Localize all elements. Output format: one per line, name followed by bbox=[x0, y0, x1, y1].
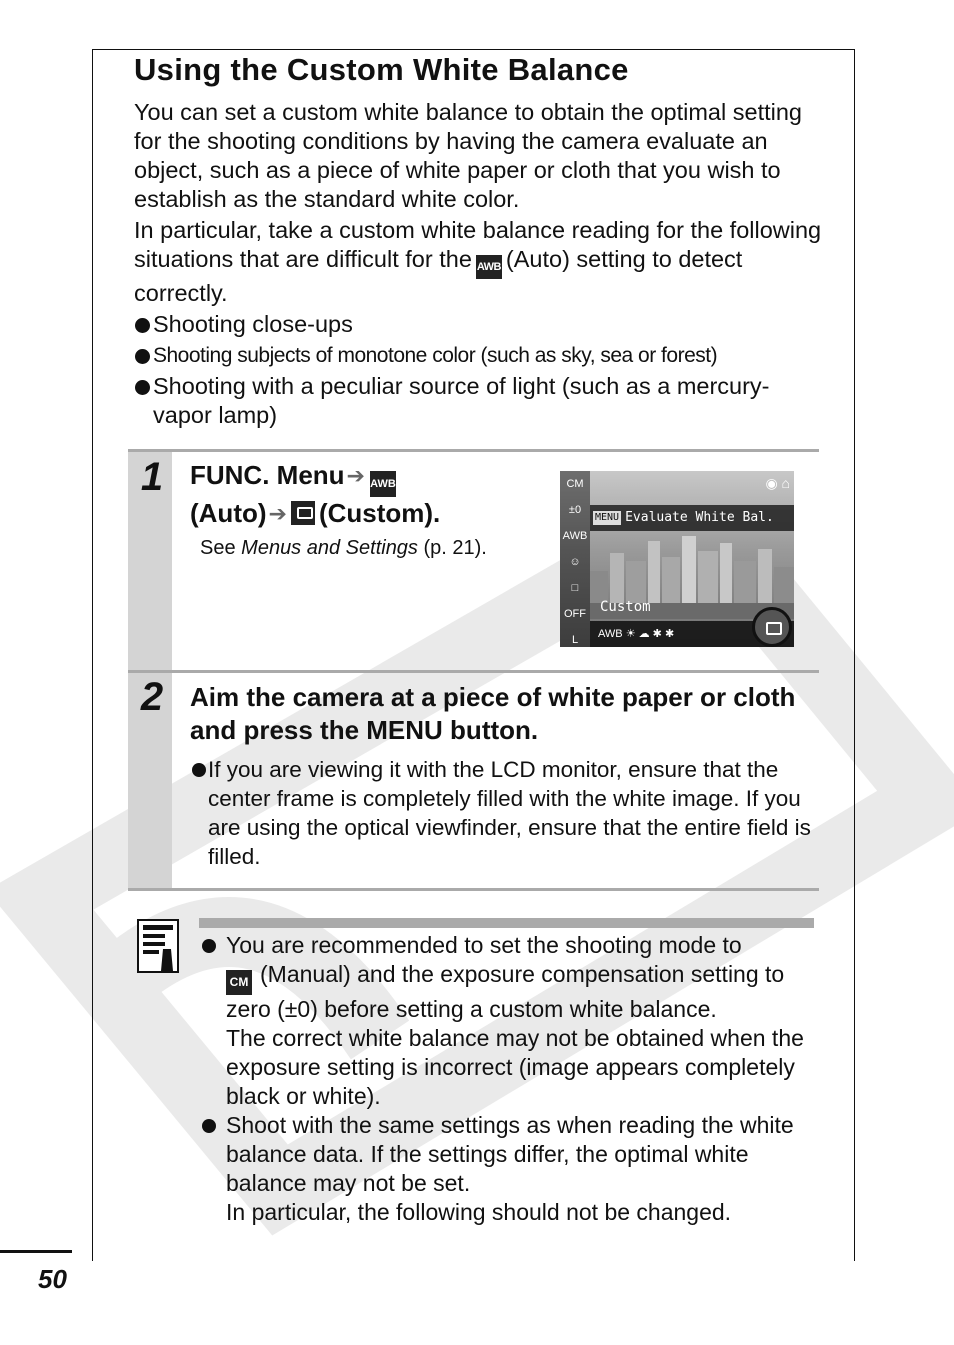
page-title: Using the Custom White Balance bbox=[134, 52, 629, 87]
step-2-number: 2 bbox=[140, 675, 164, 719]
camera-screen-image bbox=[560, 471, 794, 647]
frame-right-line bbox=[854, 49, 855, 1261]
cam-size-label: L bbox=[571, 634, 579, 646]
cam-exposure-label: ±0 bbox=[568, 504, 582, 516]
step-1-reference bbox=[200, 537, 487, 560]
step-1-number: 1 bbox=[140, 455, 164, 499]
awb-icon: AWB bbox=[370, 471, 396, 497]
intro-section bbox=[134, 98, 824, 432]
ref-title: Menus and Settings bbox=[241, 537, 418, 559]
auto-text: (Auto) bbox=[190, 498, 267, 528]
frame-top-line bbox=[92, 49, 855, 50]
note-bar bbox=[199, 918, 814, 928]
cam-wb-label: AWB bbox=[562, 530, 588, 542]
custom-text: (Custom). bbox=[318, 498, 441, 528]
cam-mode-label: CM bbox=[566, 478, 584, 490]
step-divider bbox=[128, 449, 819, 452]
custom-wb-icon bbox=[291, 501, 315, 525]
cam-flash-label: OFF bbox=[564, 608, 586, 620]
note-1-text-end: (Manual) and the exposure compensation setting to zero (±0) before setting a custom white balance. bbox=[226, 961, 785, 1022]
note-1-text-start: You are recommended to set the shooting mode to bbox=[226, 932, 742, 958]
ref-see: See bbox=[200, 537, 236, 559]
note-2-paragraph-1: Shoot with the same settings as when reading the white balance data. If the settings differ, the optimal white balance may not be set. bbox=[226, 1112, 794, 1196]
list-item: Shooting subjects of monotone color (such as sky, sea or forest) bbox=[134, 341, 824, 370]
step-2-heading: Aim the camera at a piece of white paper or cloth and press the MENU button. bbox=[190, 682, 796, 745]
camera-custom-label: Custom bbox=[600, 599, 651, 615]
note-2-paragraph-2: In particular, the following should not be changed. bbox=[226, 1199, 732, 1225]
manual-mode-icon: CM bbox=[226, 970, 252, 995]
note-item-2 bbox=[198, 1111, 818, 1227]
page-number-rule bbox=[0, 1250, 72, 1253]
cam-drive-label: □ bbox=[571, 582, 579, 594]
menu-tag: MENU bbox=[595, 512, 620, 523]
awb-icon: AWB bbox=[476, 255, 502, 279]
note-1-paragraph-2: The correct white balance may not be obtained when the exposure setting is incorrect (image appears completely black or white). bbox=[226, 1025, 804, 1109]
situations-list bbox=[134, 310, 824, 430]
intro-paragraph-2 bbox=[134, 216, 824, 308]
func-menu-text: FUNC. Menu bbox=[190, 460, 345, 490]
custom-wb-selected-icon bbox=[752, 607, 792, 647]
camera-wb-bar: AWB ☀ ☁ ✱ ✱ bbox=[590, 621, 794, 647]
list-item: Shooting close-ups bbox=[134, 310, 824, 339]
step-1-heading bbox=[190, 459, 530, 530]
list-item: Shooting with a peculiar source of light (such as a mercury-vapor lamp) bbox=[134, 372, 824, 430]
arrow-right-icon: ➔ bbox=[268, 501, 287, 526]
step-divider bbox=[128, 888, 819, 891]
arrow-right-icon: ➔ bbox=[346, 463, 365, 488]
cam-mycolors-label: ☺ bbox=[569, 556, 581, 568]
note-1-paragraph-1 bbox=[226, 931, 818, 1024]
page-number: 50 bbox=[38, 1264, 67, 1294]
steps-section bbox=[128, 449, 819, 891]
camera-left-panel bbox=[560, 471, 590, 647]
intro-p2-start: In particular, take a custom white balance reading for the following situations that are difficult for the bbox=[134, 217, 822, 272]
camera-status-icons: ◉ ⌂ bbox=[765, 475, 790, 491]
intro-p2-end: (Auto) setting to detect correctly. bbox=[134, 246, 743, 306]
intro-paragraph-1: You can set a custom white balance to obtain the optimal setting for the shooting conditions by having the camera evaluate an object, such as a piece of white paper or cloth that you wish to establish as the standard white color. bbox=[134, 99, 802, 212]
step-divider bbox=[128, 670, 819, 673]
menu-text: Evaluate White Bal. bbox=[625, 510, 774, 525]
step-2-bullet: If you are viewing it with the LCD monitor, ensure that the center frame is completely filled with the white image. If you are using the optical viewfinder, ensure that the entire field is filled. bbox=[190, 755, 830, 871]
camera-menu-bar bbox=[590, 505, 794, 531]
frame-left-line bbox=[92, 49, 93, 1261]
ref-page: (p. 21). bbox=[423, 537, 487, 559]
notes-section bbox=[198, 931, 818, 1227]
note-item-1 bbox=[198, 931, 818, 1111]
note-icon bbox=[137, 919, 179, 973]
